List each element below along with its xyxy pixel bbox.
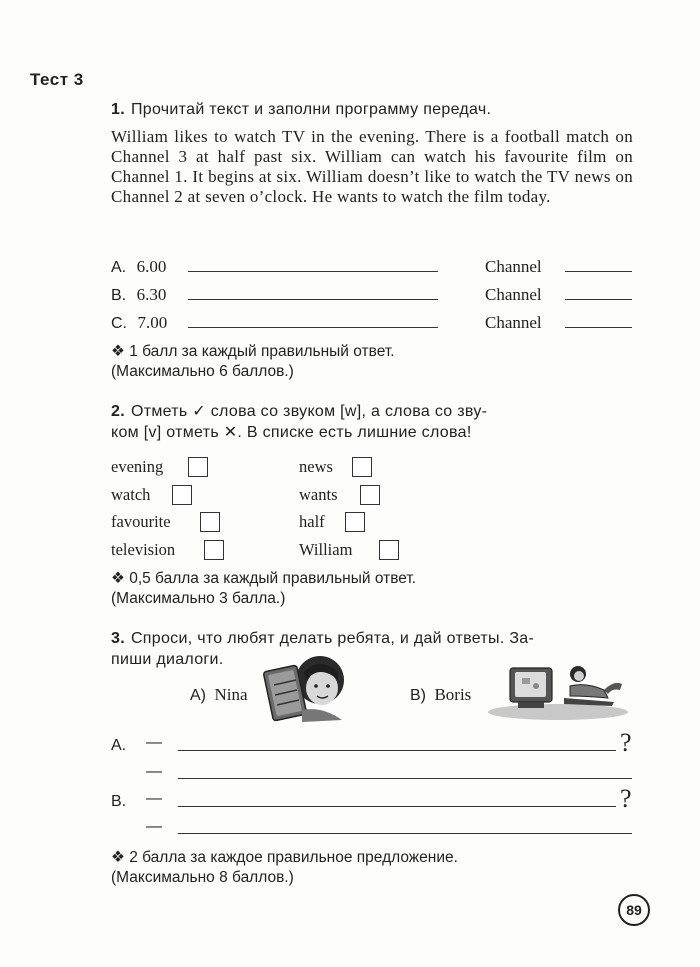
row-letter: C. [111, 315, 127, 332]
task2-number: 2. [111, 403, 125, 420]
word-item: watch [111, 485, 151, 504]
word-checkbox-news[interactable] [352, 457, 372, 477]
word-checkbox-evening[interactable] [188, 457, 208, 477]
dialog-dash: — [146, 763, 162, 780]
word-checkbox-wants[interactable] [360, 485, 380, 505]
nina-reading-illustration [262, 650, 352, 725]
score-line: ❖ 0,5 балла за каждый правильный ответ. [111, 570, 417, 587]
page-number: 89 [618, 894, 650, 926]
task3-instruction-line1: Спроси, что любят делать ребята, и дай ответы. За- [130, 630, 535, 647]
dialog-a-label: A. [111, 737, 127, 754]
test-title: Тест 3 [30, 70, 84, 89]
task3-instruction-line2: пиши диалоги. [111, 651, 224, 668]
option-b-label [410, 685, 471, 705]
task2-heading [111, 401, 633, 443]
score-line: (Максимально 8 баллов.) [111, 869, 294, 886]
channel-label-a: Channel [485, 257, 542, 276]
score-line: (Максимально 6 баллов.) [111, 363, 294, 380]
boris-watching-tv-illustration [486, 660, 631, 722]
channel-answer-line-a[interactable] [565, 271, 632, 272]
score-line: ❖ 1 балл за каждый правильный ответ. [111, 343, 395, 360]
word-checkbox-half[interactable] [345, 512, 365, 532]
word-checkbox-watch[interactable] [172, 485, 192, 505]
word-checkbox-favourite[interactable] [200, 512, 220, 532]
score-line: ❖ 2 балла за каждое правильное предложение. [111, 849, 458, 866]
row-time: 6.00 [136, 257, 167, 276]
question-mark: ? [620, 728, 632, 757]
word-checkbox-television[interactable] [204, 540, 224, 560]
word-item: favourite [111, 512, 171, 531]
task1-score-note [111, 342, 395, 382]
row-time: 7.00 [137, 313, 168, 332]
dialog-a-answer-line[interactable] [178, 778, 632, 779]
dialog-b-question-line[interactable] [178, 806, 616, 807]
word-item: wants [299, 485, 338, 504]
word-item: news [299, 457, 333, 476]
row-letter: B. [111, 287, 127, 304]
word-item: television [111, 540, 176, 559]
task1-instruction: Прочитай текст и заполни программу передач. [130, 101, 492, 118]
score-line: (Максимально 3 балла.) [111, 590, 286, 607]
task2-instruction-line1: Отметь ✓ слова со звуком [w], а слова со зву- [130, 403, 488, 420]
task3-number: 3. [111, 630, 125, 647]
task1-row-a [111, 257, 166, 277]
word-item: evening [111, 457, 164, 476]
task3-score-note [111, 848, 458, 888]
task1-reading-text: William likes to watch TV in the evening. There is a football match on Channel 3 at half past six. William can watch his favourite film on Channel 1. It begins at six. William doesn’t like to watch the TV news on Channel 2 at seven o’clock. He wants to watch the film today. [111, 127, 633, 206]
option-a-name: Nina [214, 685, 248, 704]
dialog-dash: — [146, 818, 162, 835]
question-mark: ? [620, 784, 632, 813]
row-time: 6.30 [136, 285, 167, 304]
task1-row-c [111, 313, 167, 333]
word-item: half [299, 512, 325, 531]
task1-row-b [111, 285, 166, 305]
program-answer-line-c[interactable] [188, 327, 438, 328]
word-item: William [299, 540, 353, 559]
task1-number: 1. [111, 101, 125, 118]
channel-label-c: Channel [485, 313, 542, 332]
row-letter: A. [111, 259, 127, 276]
task2-score-note [111, 569, 416, 609]
option-b-letter: B) [410, 687, 426, 704]
task1-heading [111, 101, 491, 119]
channel-answer-line-c[interactable] [565, 327, 632, 328]
dialog-dash: — [146, 790, 162, 807]
task2-instruction-line2: ком [v] отметь ✕. В списке есть лишние слова! [111, 424, 472, 441]
dialog-a-question-line[interactable] [178, 750, 616, 751]
option-a-label [190, 685, 248, 705]
channel-label-b: Channel [485, 285, 542, 304]
dialog-dash: — [146, 734, 162, 751]
dialog-b-label: B. [111, 793, 127, 810]
program-answer-line-a[interactable] [188, 271, 438, 272]
dialog-b-answer-line[interactable] [178, 833, 632, 834]
option-a-letter: A) [190, 687, 206, 704]
word-checkbox-william[interactable] [379, 540, 399, 560]
option-b-name: Boris [434, 685, 472, 704]
channel-answer-line-b[interactable] [565, 299, 632, 300]
program-answer-line-b[interactable] [188, 299, 438, 300]
